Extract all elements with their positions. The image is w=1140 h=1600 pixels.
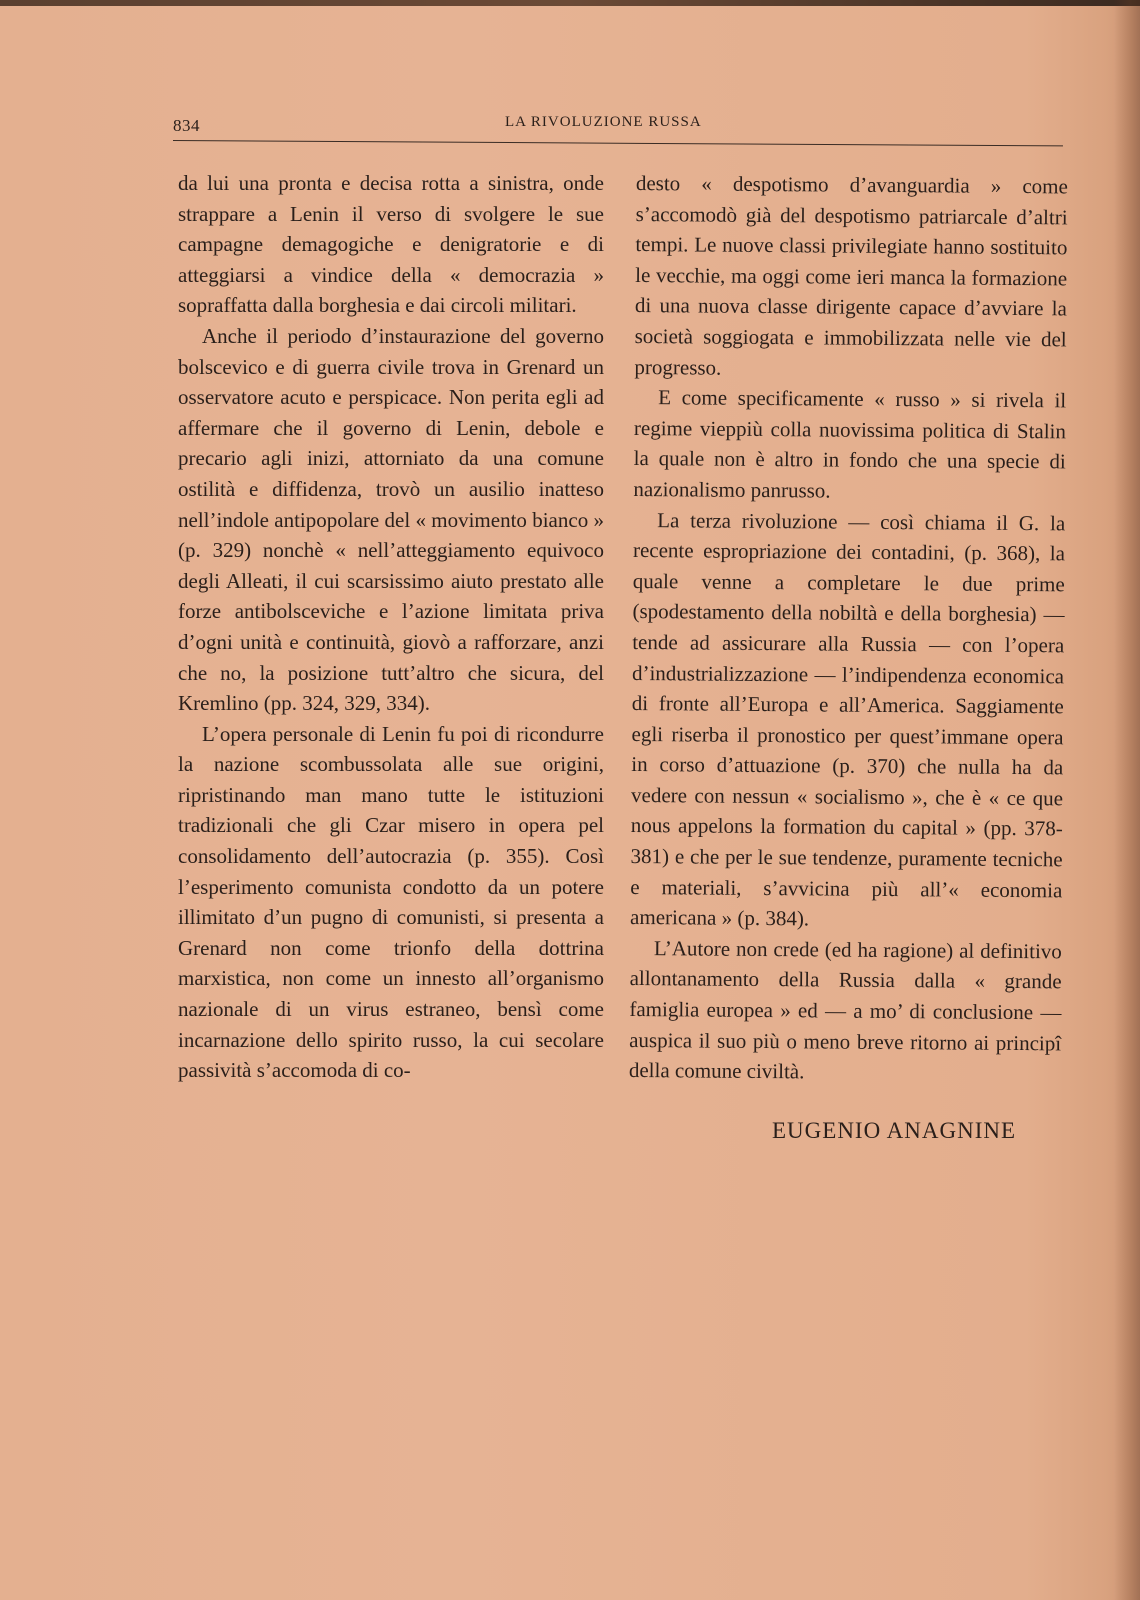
scan-top-border [0, 0, 1140, 6]
page-number: 834 [173, 116, 200, 135]
paragraph: L’opera personale di Lenin fu poi di ricondurre la nazione scombussolata alle sue origini, ripristinando man mano tutte le istituzioni tradizionali che gli Czar misero in opera pel consolidamento dell’autocrazia (p. 355). Così l’esperimento comunista condotto da un potere illimitato d’un pugno di comunisti, si presenta a Grenard non come trionfo della dottrina marxistica, non come un innesto all’organismo nazionale di un virus estraneo, bensì come incarnazione dello spirito russo, la cui secolare passività s’accomoda di co- [178, 721, 604, 1083]
right-column [629, 168, 1068, 1089]
page-header [173, 110, 1063, 140]
paragraph: L’Autore non crede (ed ha ragione) al definitivo allontanamento della Russia dalla « grande famiglia europea » ed — a mo’ di conclusione — auspica il suo più o meno breve ritorno ai principî della comune civiltà. [628, 936, 1062, 1084]
paragraph: desto « despotismo d’avanguardia » come s’accomodò già del despotismo patriarcale d’altri tempi. Le nuove classi privilegiate hanno sostituito le vecchie, ma oggi come ieri manca la formazione di una nuova classe dirigente capace d’avviare la società soggiogata e immobilizzata nelle vie del progresso. [634, 170, 1068, 380]
page-edge-shadow [1114, 0, 1140, 1600]
running-title: LA RIVOLUZIONE RUSSA [505, 114, 702, 130]
paragraph: La terza rivoluzione — così chiama il G. la recente espropriazione dei contadini, (p. 368), la quale venne a completare le due prime (spodestamento della nobiltà e della borghesia) — tende ad assicurare alla Russia — con l’opera d’industrializzazione — l’indipendenza economica di fronte all’Europa e all’America. Saggiamente egli riserba il pronostico per quest’immane opera in corso d’attuazione (p. 370) che nulla ha da vedere con nessun « socialismo », che è « ce que nous appelons la formation du capital » (pp. 378-381) e che per le sue tendenze, puramente tecniche e materiali, s’avvicina più all’« economia americana » (p. 384). [630, 507, 1066, 931]
paragraph: da lui una pronta e decisa rotta a sinistra, onde strappare a Lenin il verso di svolgere le sue campagne demagogiche e denigratorie e di atteggiarsi a vindice della « democrazia » sopraffatta dalla borghesia e dai circoli militari. [178, 171, 604, 318]
left-column [178, 168, 604, 1086]
header-rule [173, 140, 1063, 146]
author-signature: EUGENIO ANAGNINE [772, 1118, 1017, 1143]
paragraph: E come specificamente « russo » si rivela il regime vieppiù colla nuovissima politica di Stalin la quale non è altro in fondo che una specie di nazionalismo panrusso. [633, 385, 1067, 503]
paragraph: Anche il periodo d’instaurazione del governo bolscevico e di guerra civile trova in Grenard un osservatore acuto e perspicace. Non perita egli ad affermare che il governo di Lenin, debole e precario agli inizi, attorniato da una comune ostilità e diffidenza, trovò un ausilio inatteso nell’indole antipopolare del « movimento bianco » (p. 329) nonchè « nell’atteggiamento equivoco degli Alleati, il cui scarsissimo aiuto prestato alle forze antibolsceviche e l’azione limitata priva d’ogni unità e continuità, giovò a rafforzare, anzi che no, la posizione tutt’altro che sicura, del Kremlino (pp. 324, 329, 334). [178, 323, 604, 716]
